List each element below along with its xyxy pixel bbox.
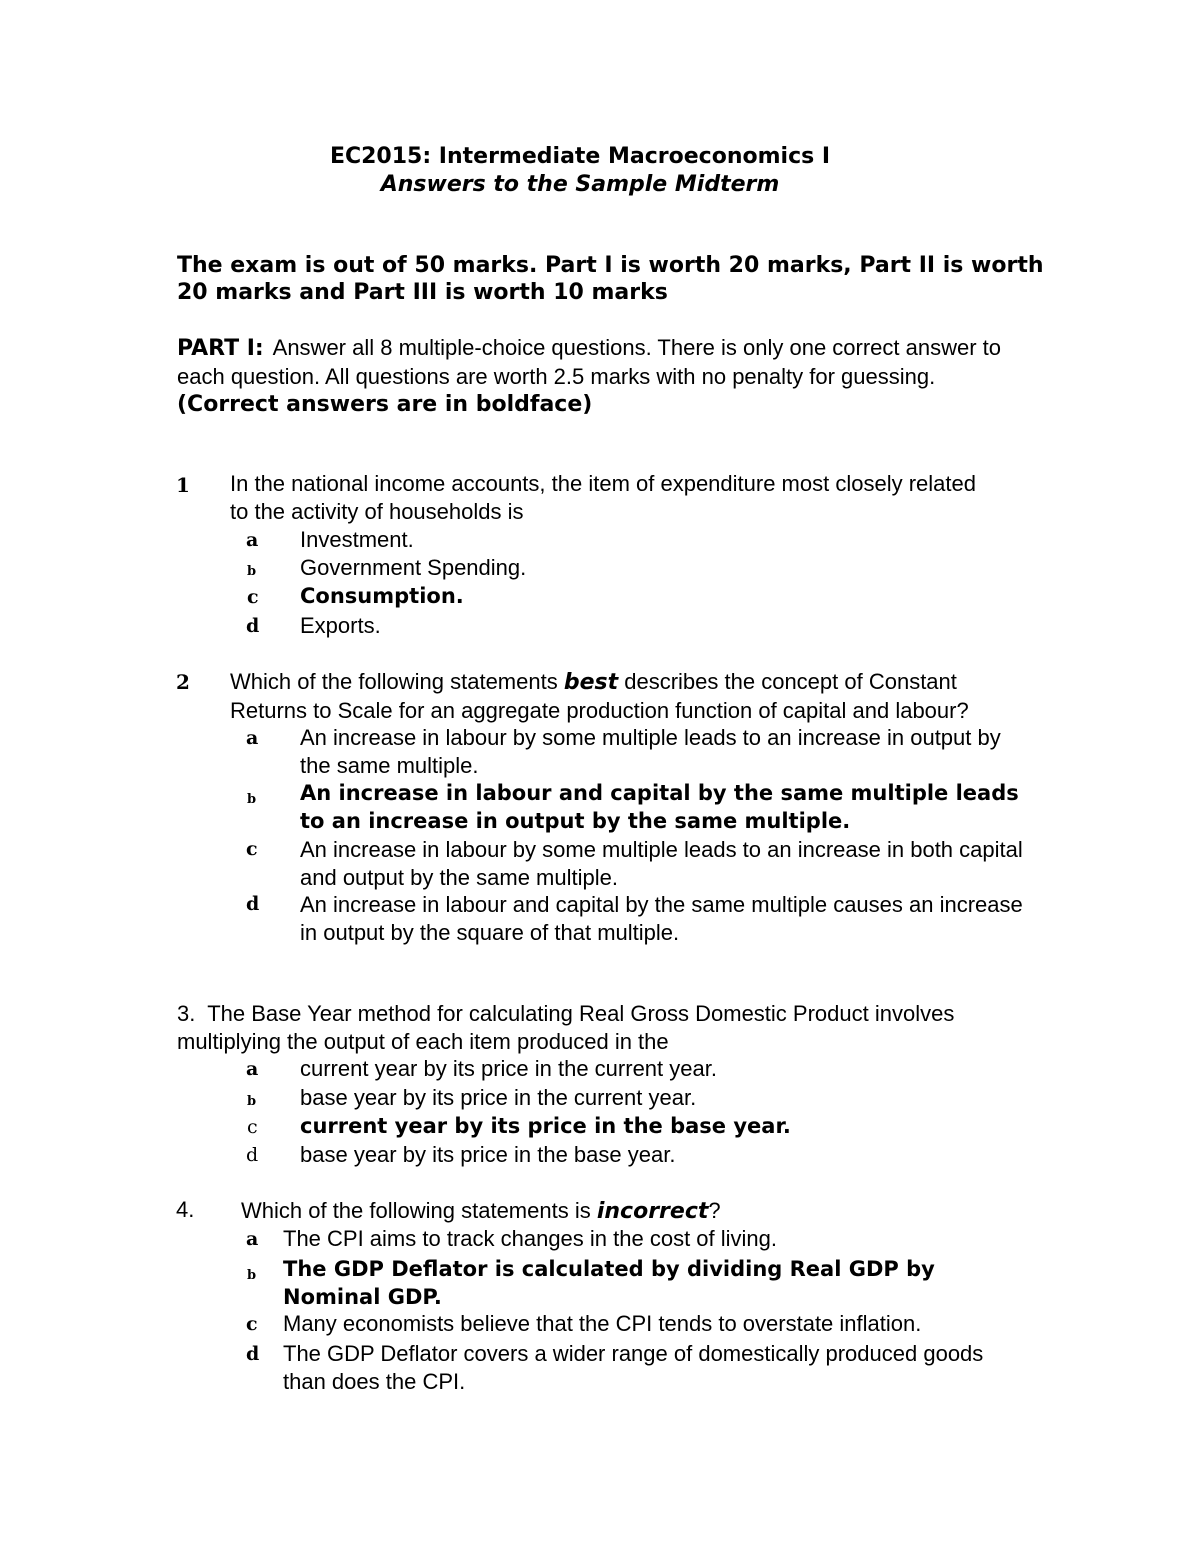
question-number: 2 — [176, 670, 190, 694]
question-number: 1 — [176, 473, 190, 497]
marks-statement: The exam is out of 50 marks. Part I is worth 20 marks, Part II is worth 20 marks and Part III is worth 10 marks — [177, 253, 1044, 305]
option-letter: c — [247, 1116, 258, 1138]
option-text-correct: Consumption. — [300, 584, 464, 608]
option-letter: b — [247, 1268, 257, 1283]
part1-instructions — [177, 334, 1037, 419]
option-letter: b — [247, 792, 257, 807]
question-stem-start: Which of the following statements is — [241, 1198, 591, 1223]
option-text: Government Spending. — [300, 555, 527, 580]
option-letter: b — [247, 1094, 257, 1109]
option-text: An increase in labour and capital by the same multiple causes an increase in output by the square of that multiple. — [300, 892, 1023, 945]
option-letter: c — [246, 1313, 258, 1335]
question-stem-start: Which of the following statements — [230, 669, 558, 694]
question-stem-end: ? — [708, 1198, 721, 1223]
option-text: An increase in labour by some multiple leads to an increase in output by the same multiple. — [300, 725, 1001, 778]
option-letter: a — [246, 727, 259, 749]
option-text: base year by its price in the base year. — [300, 1142, 676, 1167]
option-text-correct: An increase in labour and capital by the same multiple leads to an increase in output by the same multiple. — [300, 781, 1019, 833]
question-stem — [241, 1197, 1021, 1226]
part1-instructions-text: Answer all 8 multiple-choice questions. There is only one correct answer to each question. All questions are worth 2.5 marks with no penalty for guessing. — [177, 335, 1002, 389]
question-number: 3. — [177, 1001, 196, 1026]
question-number: 4. — [176, 1197, 195, 1222]
option-letter: d — [246, 893, 260, 915]
question-stem-emphasis: best — [563, 670, 619, 695]
question-stem-end: describes the concept of Constant Returns to Scale for an aggregate production function of capital and labour? — [230, 669, 969, 723]
option-letter: d — [246, 615, 260, 637]
option-letter: d — [246, 1343, 260, 1365]
option-text-correct: The GDP Deflator is calculated by dividing Real GDP by Nominal GDP. — [283, 1257, 935, 1309]
option-letter: c — [247, 586, 259, 608]
document-subtitle: Answers to the Sample Midterm — [380, 172, 780, 197]
option-text: The GDP Deflator covers a wider range of domestically produced goods than does the CPI. — [283, 1341, 984, 1394]
option-letter: b — [247, 564, 257, 579]
option-text: current year by its price in the current year. — [300, 1056, 717, 1081]
option-letter: c — [246, 838, 258, 860]
option-letter: d — [246, 1144, 259, 1166]
option-text: Investment. — [300, 527, 414, 552]
option-letter: a — [246, 1058, 259, 1080]
option-text: Many economists believe that the CPI tends to overstate inflation. — [283, 1311, 922, 1336]
option-letter: a — [246, 529, 259, 551]
document-title: EC2015: Intermediate Macroeconomics I — [329, 144, 831, 169]
option-text: The CPI aims to track changes in the cost of living. — [283, 1226, 778, 1251]
question-stem-text: The Base Year method for calculating Real Gross Domestic Product involves multiplying the output of each item produced in the — [177, 1001, 955, 1054]
part1-label: PART I: — [177, 336, 264, 361]
question-stem-emphasis: incorrect — [596, 1199, 709, 1224]
question-stem — [230, 668, 1030, 724]
question-stem — [177, 1000, 1027, 1055]
option-text: Exports. — [300, 613, 381, 638]
option-letter: a — [246, 1228, 259, 1250]
option-text-correct: current year by its price in the base year. — [300, 1114, 791, 1138]
question-stem: In the national income accounts, the item of expenditure most closely related to the activity of households is — [230, 471, 976, 524]
correct-answers-note: (Correct answers are in boldface) — [177, 392, 593, 417]
option-text: An increase in labour by some multiple leads to an increase in both capital and output by the same multiple. — [300, 837, 1023, 890]
option-text: base year by its price in the current year. — [300, 1085, 697, 1110]
